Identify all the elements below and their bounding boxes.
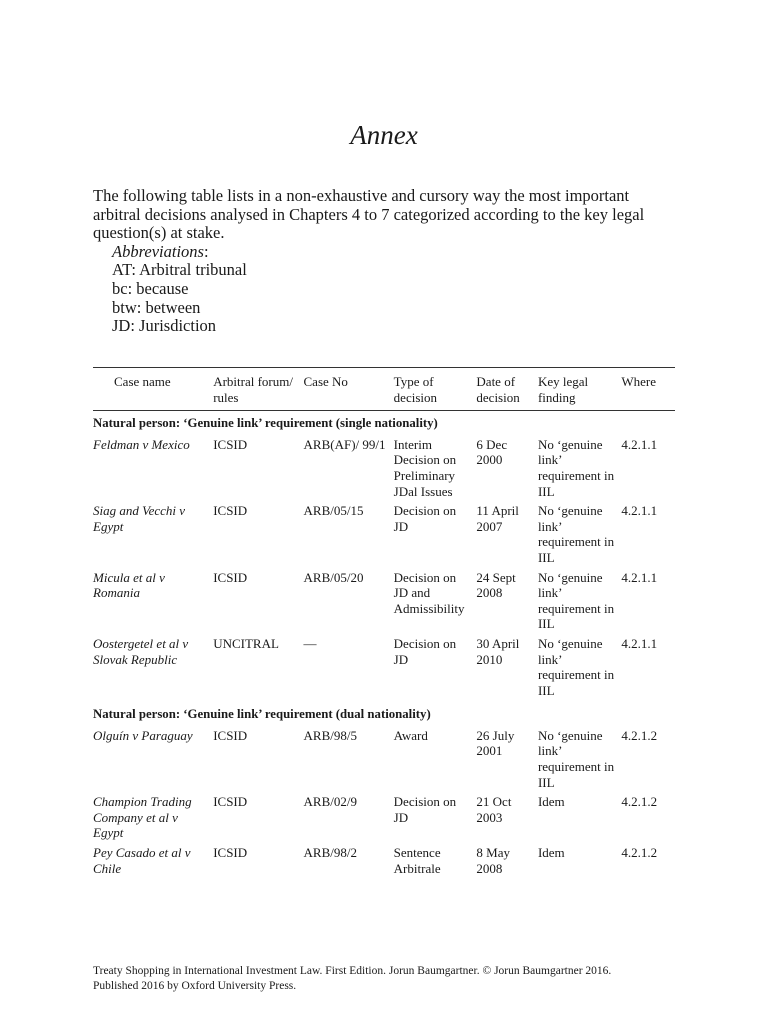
where-cell: 4.2.1.1: [621, 635, 658, 651]
finding-cell: No ‘genuine link’ requirement in IIL: [537, 727, 615, 790]
header-case-no: Case No: [304, 368, 394, 411]
abbreviation-item: JD: Jurisdiction: [112, 316, 217, 336]
forum-cell: ICSID: [213, 727, 248, 743]
table-row: [93, 845, 675, 880]
page-footer: Treaty Shopping in International Investment Law. First Edition. Jorun Baumgartner. © Jorun Baumgartner 2016. Published 2016 by Oxford University Press.: [93, 965, 612, 992]
finding-cell: No ‘genuine link’ requirement in IIL: [537, 635, 615, 698]
where-cell: 4.2.1.1: [621, 569, 658, 585]
type-cell: Award: [393, 727, 428, 743]
case-no-cell: ARB/98/5: [303, 727, 357, 743]
page-title: Annex: [350, 120, 418, 150]
type-cell: Decision on JD and Admissibility: [393, 569, 465, 616]
forum-cell: ICSID: [213, 503, 248, 519]
case-name-cell: Siag and Vecchi v Egypt: [93, 503, 186, 534]
decisions-table: [93, 367, 675, 880]
case-no-cell: ARB/05/15: [303, 503, 364, 519]
table-row: [93, 636, 675, 702]
abbreviation-item: btw: between: [112, 297, 201, 317]
case-name-cell: Feldman v Mexico: [93, 436, 190, 452]
date-cell: 6 Dec 2000: [476, 436, 508, 468]
case-no-cell: ARB/02/9: [303, 794, 357, 810]
case-no-cell: —: [303, 635, 317, 651]
header-where: Where: [621, 368, 675, 411]
type-cell: Sentence Arbitrale: [393, 845, 441, 876]
date-cell: 21 Oct 2003: [476, 794, 512, 825]
type-cell: Interim Decision on Preliminary JDal Issues: [393, 436, 457, 499]
abbreviation-item: AT: Arbitral tribunal: [112, 260, 247, 280]
section-heading: Natural person: ‘Genuine link’ requirement (dual nationality): [93, 707, 431, 722]
forum-cell: UNCITRAL: [213, 635, 279, 651]
header-date: Date of decision: [476, 368, 538, 411]
table-row: [93, 437, 675, 503]
forum-cell: ICSID: [213, 436, 248, 452]
abbreviations-heading: Abbreviations:: [112, 241, 209, 261]
type-cell: Decision on JD: [393, 503, 457, 534]
case-name-cell: Oostergetel et al v Slovak Republic: [93, 635, 189, 667]
header-case-name: Case name: [93, 368, 213, 411]
type-cell: Decision on JD: [393, 794, 457, 825]
section-heading-row: [93, 411, 675, 437]
date-cell: 8 May 2008: [476, 845, 510, 876]
case-name-cell: Micula et al v Romania: [93, 569, 165, 601]
header-finding: Key legal finding: [538, 368, 621, 411]
forum-cell: ICSID: [213, 845, 248, 861]
case-name-cell: Olguín v Paraguay: [93, 727, 193, 743]
header-type: Type of decision: [394, 368, 477, 411]
header-forum: Arbitral forum/ rules: [213, 368, 303, 411]
case-name-cell: Champion Trading Company et al v Egypt: [93, 794, 192, 841]
table-row: [93, 570, 675, 636]
where-cell: 4.2.1.1: [621, 503, 658, 519]
section-heading: Natural person: ‘Genuine link’ requirement (single nationality): [93, 416, 438, 431]
case-no-cell: ARB/05/20: [303, 569, 364, 585]
table-row: [93, 503, 675, 569]
where-cell: 4.2.1.1: [621, 436, 658, 452]
forum-cell: ICSID: [213, 794, 248, 810]
finding-cell: Idem: [537, 845, 565, 861]
finding-cell: No ‘genuine link’ requirement in IIL: [537, 569, 615, 632]
case-name-cell: Pey Casado et al v Chile: [93, 845, 191, 876]
case-no-cell: ARB(AF)/ 99/1: [303, 436, 386, 452]
abbreviation-item: bc: because: [112, 278, 189, 298]
table-header-row: [93, 368, 675, 411]
table-row: [93, 794, 675, 845]
type-cell: Decision on JD: [393, 635, 457, 667]
date-cell: 11 April 2007: [476, 503, 519, 534]
finding-cell: Idem: [537, 794, 565, 810]
table-row: [93, 728, 675, 794]
where-cell: 4.2.1.2: [621, 845, 658, 861]
where-cell: 4.2.1.2: [621, 794, 658, 810]
finding-cell: No ‘genuine link’ requirement in IIL: [537, 503, 615, 565]
intro-paragraph: The following table lists in a non-exhaustive and cursory way the most important arbitral decisions analysed in Chapters 4 to 7 categorized according to the key legal question(s) at stake.: [93, 186, 645, 243]
abbreviations-list: [112, 243, 678, 336]
date-cell: 26 July 2001: [476, 727, 515, 759]
case-no-cell: ARB/98/2: [303, 845, 357, 861]
section-heading-row: [93, 702, 675, 728]
intro-block: [93, 187, 678, 336]
finding-cell: No ‘genuine link’ requirement in IIL: [537, 436, 615, 499]
where-cell: 4.2.1.2: [621, 727, 658, 743]
date-cell: 30 April 2010: [476, 635, 520, 667]
forum-cell: ICSID: [213, 569, 248, 585]
date-cell: 24 Sept 2008: [476, 569, 516, 601]
